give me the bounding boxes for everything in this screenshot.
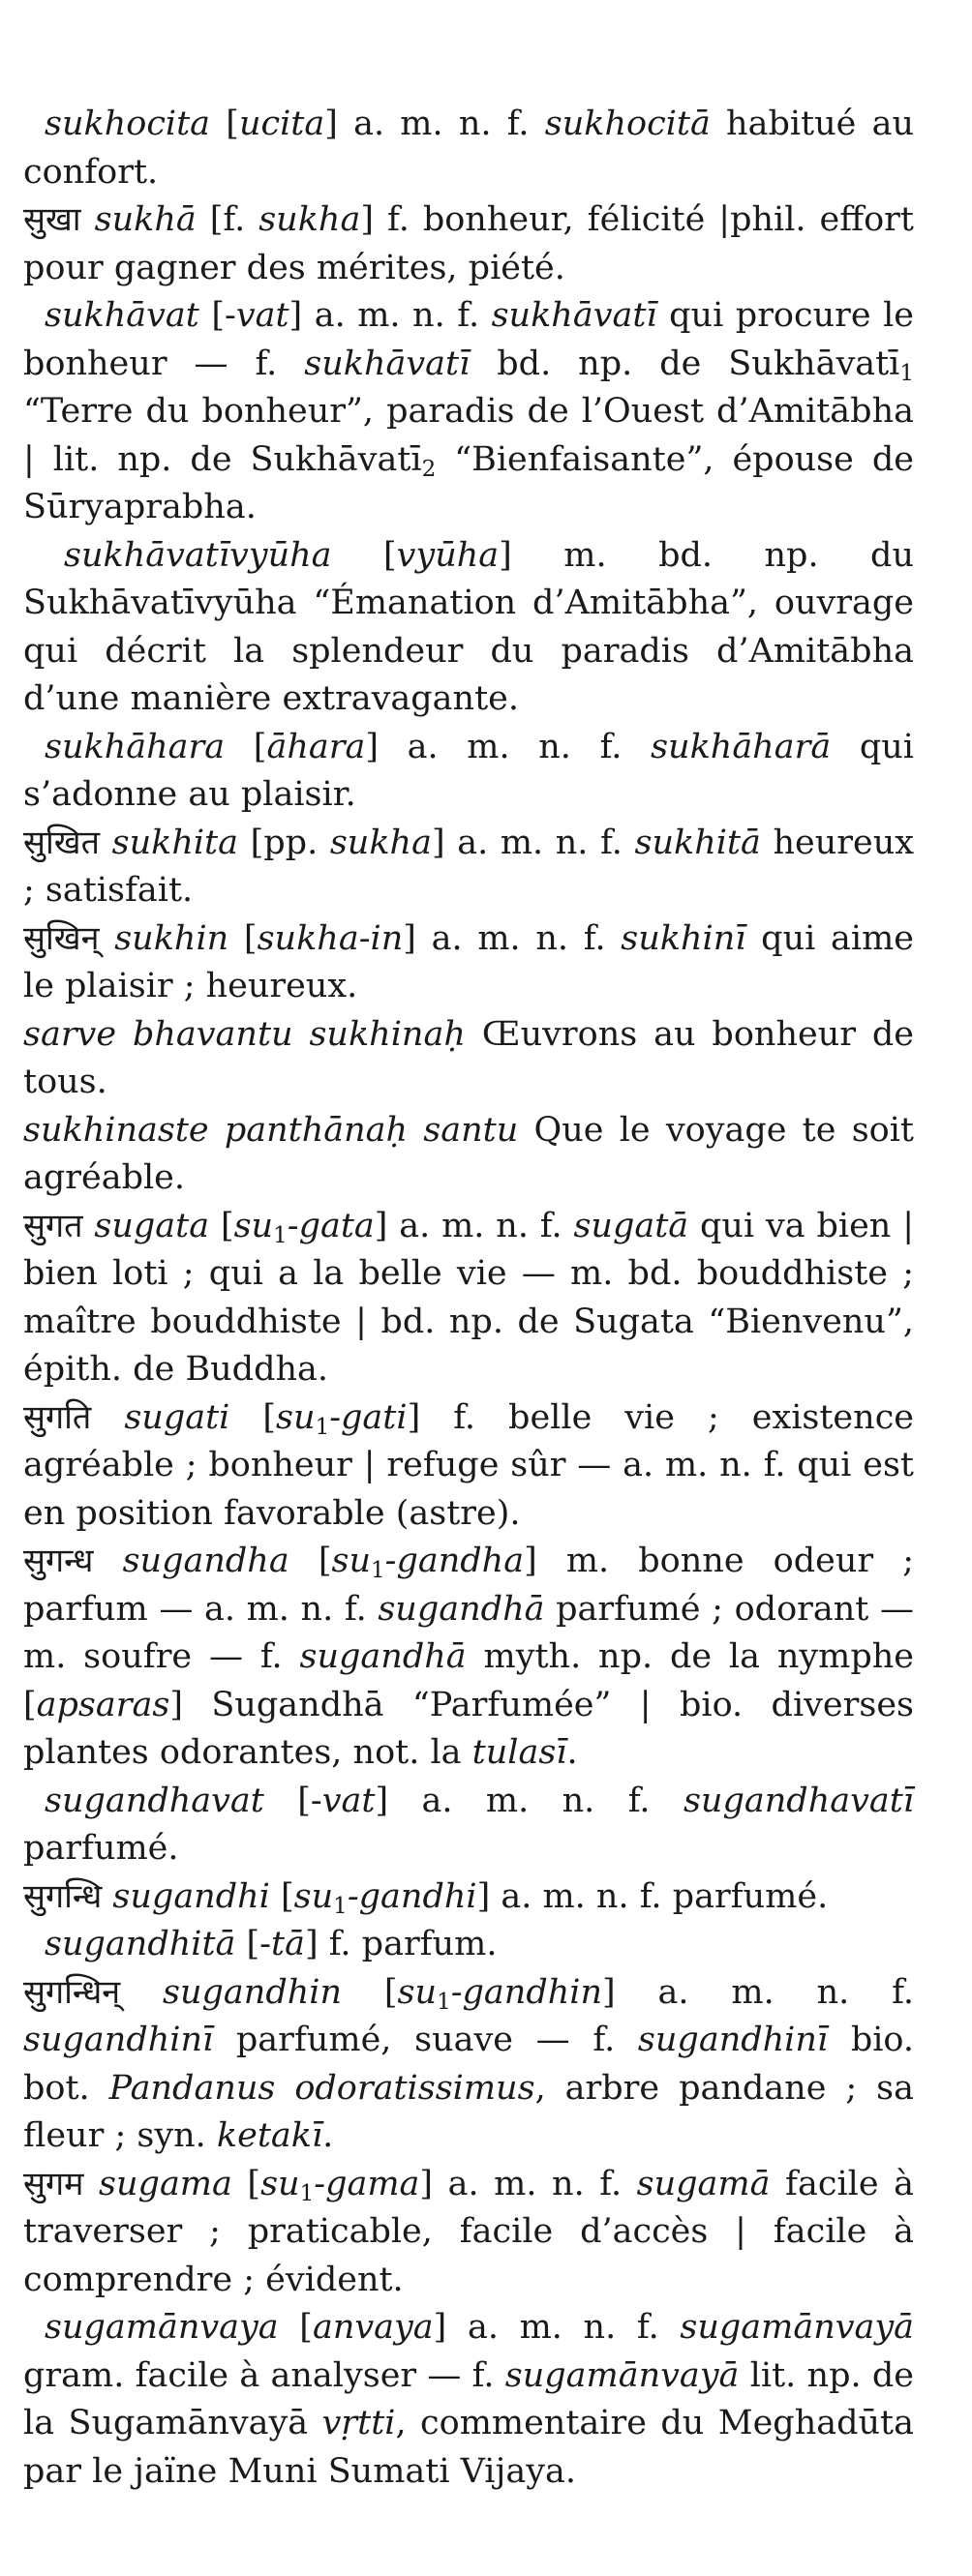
italic-term: sukhāvatīvyūha [64, 535, 332, 575]
definition-text: ] a. m. n. f. [375, 1781, 683, 1820]
definition-text: ] a. m. n. f. [602, 1972, 914, 2012]
dictionary-entry [23, 1921, 914, 1969]
italic-term: sugamānvayā [504, 2355, 740, 2395]
definition-text: . [566, 1733, 578, 1772]
italic-term: -gati [329, 1397, 408, 1437]
italic-term: āhara [266, 727, 366, 766]
definition-text: [ [289, 1542, 332, 1580]
definition-text [81, 200, 95, 239]
definition-text [83, 1207, 95, 1245]
entry-list [23, 101, 914, 2496]
italic-term: vat [321, 1781, 376, 1820]
italic-term: sugamānvaya [45, 2308, 279, 2347]
italic-term: sukhāharā [651, 727, 832, 766]
dictionary-entry [23, 915, 914, 1011]
devanagari-headword: सुगम [23, 2164, 84, 2203]
italic-term: sukhā [94, 200, 197, 239]
definition-text: ] f. bonheur, félicité |phil. effort pour gagner des mérites, piété. [23, 200, 914, 287]
subscript-index: 1 [273, 1222, 288, 1248]
italic-term: su [276, 1397, 316, 1437]
subscript-index: 1 [315, 1414, 330, 1440]
italic-term: sugandhinī [637, 2021, 829, 2059]
definition-text: qui va bien | bien loti ; qui a la belle vie — m. bd. bouddhiste ; maître bouddhiste | bd. np. de Sugata “Bienvenu”, épith. de Buddha. [23, 1206, 914, 1389]
italic-term: -gama [314, 2164, 420, 2203]
definition-text: [ [228, 918, 258, 958]
italic-term: sukhinī [621, 918, 746, 958]
definition-text: ] a. m. n. f. [419, 2164, 637, 2203]
definition-text: [ [225, 727, 267, 766]
dictionary-entry [23, 101, 914, 196]
subscript-index: 1 [333, 1893, 348, 1919]
italic-term: sugandhi [112, 1876, 270, 1916]
italic-term: -gata [287, 1206, 375, 1245]
dictionary-entry [23, 724, 914, 820]
definition-text: , arbre pandane ; sa fleur ; syn. [23, 2068, 915, 2155]
definition-text [120, 1973, 163, 2012]
definition-text: . [322, 2116, 334, 2155]
definition-text: ] m. bd. np. du Sukhāvatīvyūha “Émanation d’Amitābha”, ouvrage qui décrit la splendeur du paradis d’Amitābha d’une manière extravagante. [23, 535, 914, 718]
italic-term: sugata [94, 1206, 210, 1245]
italic-term: sugandha [122, 1542, 289, 1580]
definition-text: [ [210, 105, 239, 143]
italic-term: sugandhavatī [683, 1781, 914, 1820]
definition-text: [ [231, 2164, 261, 2203]
definition-text: ] a. m. n. f. parfumé. [476, 1876, 829, 1916]
definition-text: “Bienfaisante”, épouse de Sūryaprabha. [23, 439, 914, 526]
italic-term: sugati [124, 1397, 230, 1437]
definition-text: [f. [196, 200, 259, 239]
italic-term: sukha-in [257, 918, 404, 958]
definition-text: Œuvrons au bonheur de tous. [23, 1014, 915, 1101]
italic-term: sugama [99, 2164, 232, 2203]
subscript-index: 2 [421, 456, 437, 482]
definition-text: qui procure le bonheur — f. [23, 296, 915, 383]
italic-term: -gandhi [347, 1876, 477, 1916]
dictionary-entry [23, 1873, 914, 1922]
definition-text: [pp. [238, 823, 330, 862]
italic-term: vyūha [396, 535, 500, 575]
italic-term: ketakī [216, 2116, 323, 2155]
italic-term: sukhāvatī [304, 344, 471, 383]
definition-text: ] a. m. n. f. [374, 1206, 574, 1245]
italic-term: sugandhavat [45, 1781, 264, 1820]
definition-text: , commentaire du Meghadūta par le jaïne Muni Sumati Vijaya. [23, 2404, 914, 2491]
definition-text: bio. bot. [23, 2021, 915, 2108]
dictionary-entry [23, 1203, 914, 1394]
italic-term: sarve bhavantu sukhinaḥ [23, 1014, 466, 1054]
definition-text: ] a. m. n. f. [403, 918, 622, 958]
definition-text: ] f. parfum. [304, 1925, 498, 1963]
italic-term: tā [271, 1925, 305, 1963]
definition-text: parfumé, suave — f. [213, 2021, 638, 2059]
subscript-index: 1 [299, 2180, 315, 2206]
dictionary-entry [23, 1538, 914, 1778]
devanagari-headword: सुगन्ध [23, 1542, 94, 1580]
definition-text: Que le voyage te soit agréable. [23, 1110, 914, 1197]
definition-text: myth. np. de la nymphe [ [23, 1637, 915, 1724]
italic-term: sukhocitā [544, 105, 711, 143]
definition-text: ] a. m. n. f. [365, 727, 652, 766]
dictionary-entry [23, 2304, 914, 2496]
definition-text: ] a. m. n. f. [289, 296, 492, 335]
italic-term: sukhin [114, 918, 229, 958]
definition-text: [- [235, 1925, 271, 1963]
definition-text: ] a. m. n. f. [431, 823, 635, 862]
italic-term: sugandhā [299, 1637, 467, 1676]
italic-term: su [260, 2164, 300, 2203]
definition-text: “Terre du bonheur”, paradis de l’Ouest d’Amitābha | lit. np. de Sukhāvatī [23, 392, 914, 479]
italic-term: sukha [258, 200, 361, 239]
subscript-index: 1 [371, 1558, 385, 1583]
definition-text: [ [269, 1876, 294, 1916]
dictionary-entry [23, 820, 914, 915]
subscript-index: 1 [437, 1989, 451, 2015]
definition-text: gram. facile à analyser — f. [23, 2355, 505, 2395]
definition-text [83, 2165, 99, 2203]
italic-term: sukhinaste panthānaḥ santu [23, 1110, 519, 1150]
dictionary-entry [23, 2161, 914, 2305]
devanagari-headword: सुखा [23, 200, 81, 239]
italic-term: su [331, 1542, 371, 1580]
italic-term: vṛtti [321, 2404, 396, 2442]
definition-text: ] Sugandhā “Parfumée” | bio. diverses plantes odorantes, not. la [23, 1685, 914, 1772]
italic-term: -gandhin [450, 1972, 603, 2012]
definition-text: parfumé ; odorant — m. soufre — f. [23, 1589, 914, 1676]
italic-term: sukha [329, 823, 432, 862]
italic-term: sugatā [573, 1206, 689, 1245]
definition-text: habitué au confort. [23, 105, 914, 192]
definition-text: [ [209, 1206, 234, 1245]
italic-term: sugandhā [378, 1589, 545, 1629]
devanagari-headword: सुगन्धि [23, 1876, 103, 1916]
dictionary-entry [23, 292, 914, 532]
definition-text [102, 1877, 112, 1916]
definition-text: [ [331, 535, 397, 575]
italic-term: vat [235, 296, 289, 335]
devanagari-headword: सुगति [23, 1397, 92, 1437]
definition-text: [- [198, 296, 236, 335]
dictionary-entry [23, 1394, 914, 1539]
italic-term: Pandanus odoratissimus [108, 2068, 535, 2108]
italic-term: tulasī [471, 1733, 567, 1772]
italic-term: sugandhitā [45, 1925, 236, 1963]
definition-text: lit. np. de la Sugamānvayā [23, 2355, 914, 2442]
italic-term: su [397, 1972, 438, 2012]
definition-text: heureux ; satisfait. [23, 823, 915, 910]
italic-term: anvaya [312, 2308, 434, 2347]
definition-text: [ [278, 2308, 313, 2347]
dictionary-entry [23, 196, 914, 292]
dictionary-entry [23, 1011, 914, 1107]
definition-text [100, 824, 112, 862]
subscript-index: 1 [899, 360, 914, 386]
italic-term: apsaras [36, 1685, 170, 1724]
italic-term: -gandha [384, 1542, 525, 1580]
definition-text: [ [229, 1397, 277, 1437]
devanagari-headword: सुगन्धिन् [23, 1972, 121, 2012]
italic-term: sukhitā [634, 823, 761, 862]
italic-term: sugandhinī [23, 2021, 214, 2059]
devanagari-headword: सुखित [23, 823, 100, 862]
italic-term: sugamā [636, 2164, 771, 2203]
definition-text: [ [342, 1972, 398, 2012]
italic-term: sukhita [111, 823, 238, 862]
definition-text: qui aime le plaisir ; heureux. [23, 918, 914, 1005]
devanagari-headword: सुगत [23, 1206, 83, 1245]
definition-text: facile à traverser ; praticable, facile d’accès | facile à comprendre ; évident. [23, 2164, 914, 2299]
italic-term: sukhocita [45, 105, 211, 143]
italic-term: ucita [238, 105, 325, 143]
definition-text [93, 1542, 122, 1580]
definition-text: ] m. bonne odeur ; parfum — a. m. n. f. [23, 1542, 914, 1629]
dictionary-entry [23, 532, 914, 724]
dictionary-entry [23, 1778, 914, 1873]
definition-text [99, 919, 114, 958]
definition-text: qui s’adonne au plaisir. [23, 727, 914, 814]
definition-text: ] a. m. n. f. [324, 105, 545, 143]
italic-term: sugandhin [163, 1972, 343, 2012]
italic-term: sugamānvayā [680, 2308, 915, 2347]
italic-term: sukhāvatī [491, 296, 657, 335]
definition-text: [- [263, 1781, 322, 1820]
dictionary-entry [23, 1969, 914, 2161]
definition-text: parfumé. [23, 1829, 179, 1868]
definition-text: bd. np. de Sukhāvatī [470, 344, 900, 383]
definition-text: ] f. belle vie ; existence agréable ; bonheur | refuge sûr — a. m. n. f. qui est en position favorable (astre). [23, 1397, 915, 1533]
devanagari-headword: सुखिन् [23, 918, 100, 958]
italic-term: su [293, 1876, 334, 1916]
definition-text [91, 1398, 124, 1437]
dictionary-entry [23, 1107, 914, 1203]
italic-term: sukhāvat [45, 296, 199, 335]
definition-text: ] a. m. n. f. [433, 2308, 681, 2347]
italic-term: su [233, 1206, 274, 1245]
italic-term: sukhāhara [45, 727, 226, 766]
